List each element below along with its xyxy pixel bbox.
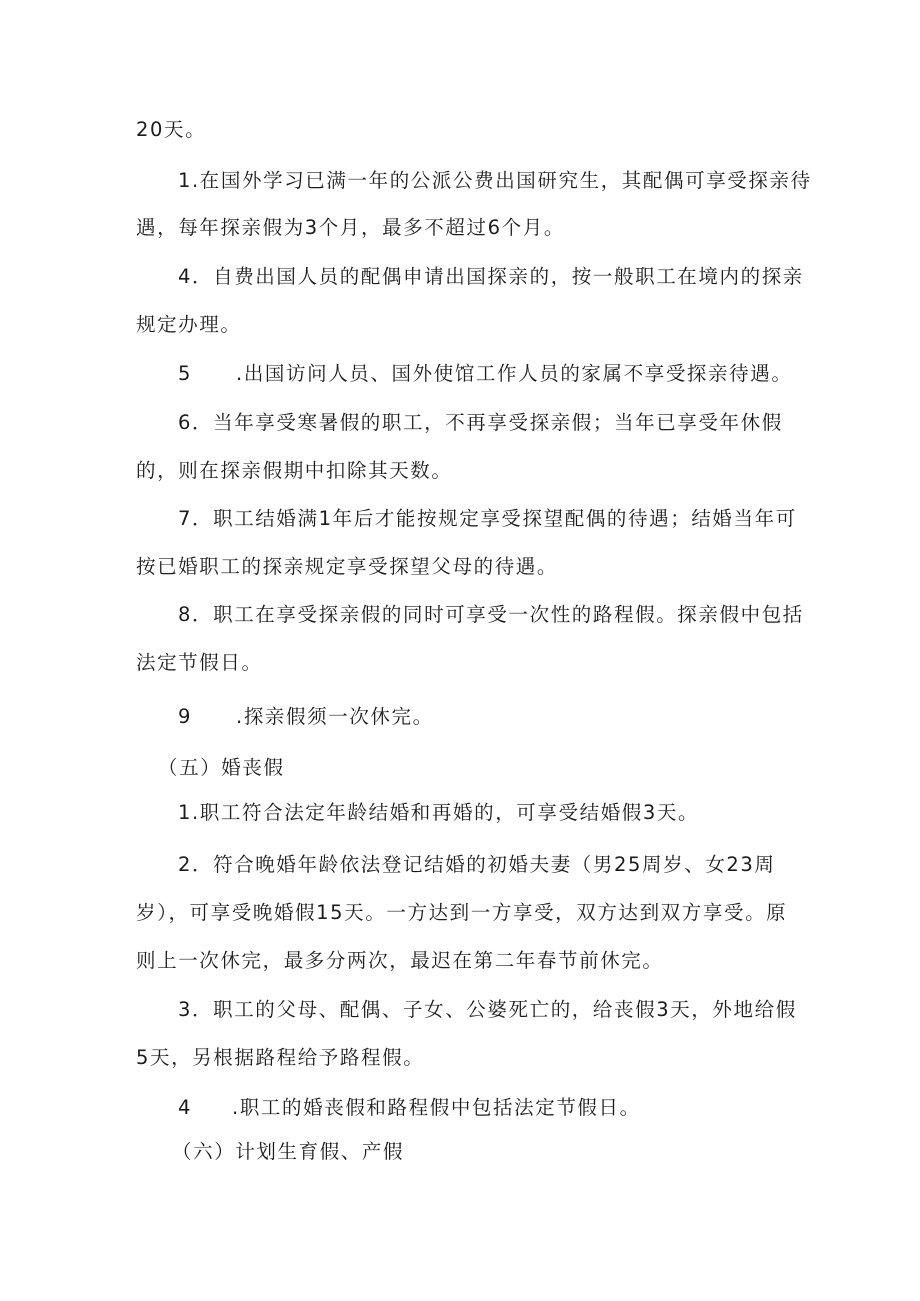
paragraph-line: 4．自费出国人员的配偶申请出国探亲的，按一般职工在境内的探亲 bbox=[178, 265, 804, 288]
section-heading: （六）计划生育假、产假 bbox=[172, 1140, 405, 1163]
paragraph-line: 法定节假日。 bbox=[136, 651, 263, 674]
item-text: .出国访问人员、国外使馆工作人员的家属不享受探亲待遇。 bbox=[236, 362, 793, 385]
paragraph-line: 则上一次休完，最多分两次，最迟在第二年春节前休完。 bbox=[136, 949, 664, 972]
item-text: .职工的婚丧假和路程假中包括法定节假日。 bbox=[232, 1096, 641, 1119]
paragraph-line: 20天。 bbox=[136, 118, 207, 141]
item-text: .探亲假须一次休完。 bbox=[236, 705, 434, 728]
paragraph-line: 6．当年享受寒暑假的职工，不再享受探亲假；当年已享受年休假 bbox=[178, 411, 783, 434]
paragraph-line bbox=[178, 1095, 641, 1121]
paragraph-line: 的，则在探亲假期中扣除其天数。 bbox=[136, 459, 453, 482]
paragraph-line: 岁），可享受晚婚假15天。一方达到一方享受，双方达到双方享受。原 bbox=[136, 901, 788, 924]
section-heading: （五）婚丧假 bbox=[158, 756, 285, 779]
item-number: 9 bbox=[178, 705, 193, 728]
paragraph-line: 3．职工的父母、配偶、子女、公婆死亡的，给丧假3天，外地给假 bbox=[178, 998, 797, 1021]
item-number: 4 bbox=[178, 1096, 193, 1119]
paragraph-line: 规定办理。 bbox=[136, 313, 242, 336]
paragraph-line: 5天，另根据路程给予路程假。 bbox=[136, 1046, 425, 1069]
paragraph-line: 2．符合晚婚年龄依法登记结婚的初婚夫妻（男25周岁、女23周 bbox=[178, 853, 776, 876]
item-number: 5 bbox=[178, 362, 193, 385]
paragraph-line bbox=[178, 704, 434, 730]
paragraph-line: 1.职工符合法定年龄结婚和再婚的，可享受结婚假3天。 bbox=[178, 801, 700, 824]
paragraph-line: 遇，每年探亲假为3个月，最多不超过6个月。 bbox=[136, 216, 565, 239]
paragraph-line: 1.在国外学习已满一年的公派公费出国研究生，其配偶可享受探亲待 bbox=[178, 169, 812, 192]
paragraph-line: 按已婚职工的探亲规定享受探望父母的待遇。 bbox=[136, 555, 559, 578]
paragraph-line: 7．职工结婚满1年后才能按规定享受探望配偶的待遇；结婚当年可 bbox=[178, 507, 797, 530]
paragraph-line: 8．职工在享受探亲假的同时可享受一次性的路程假。探亲假中包括 bbox=[178, 603, 804, 626]
paragraph-line bbox=[178, 361, 792, 387]
